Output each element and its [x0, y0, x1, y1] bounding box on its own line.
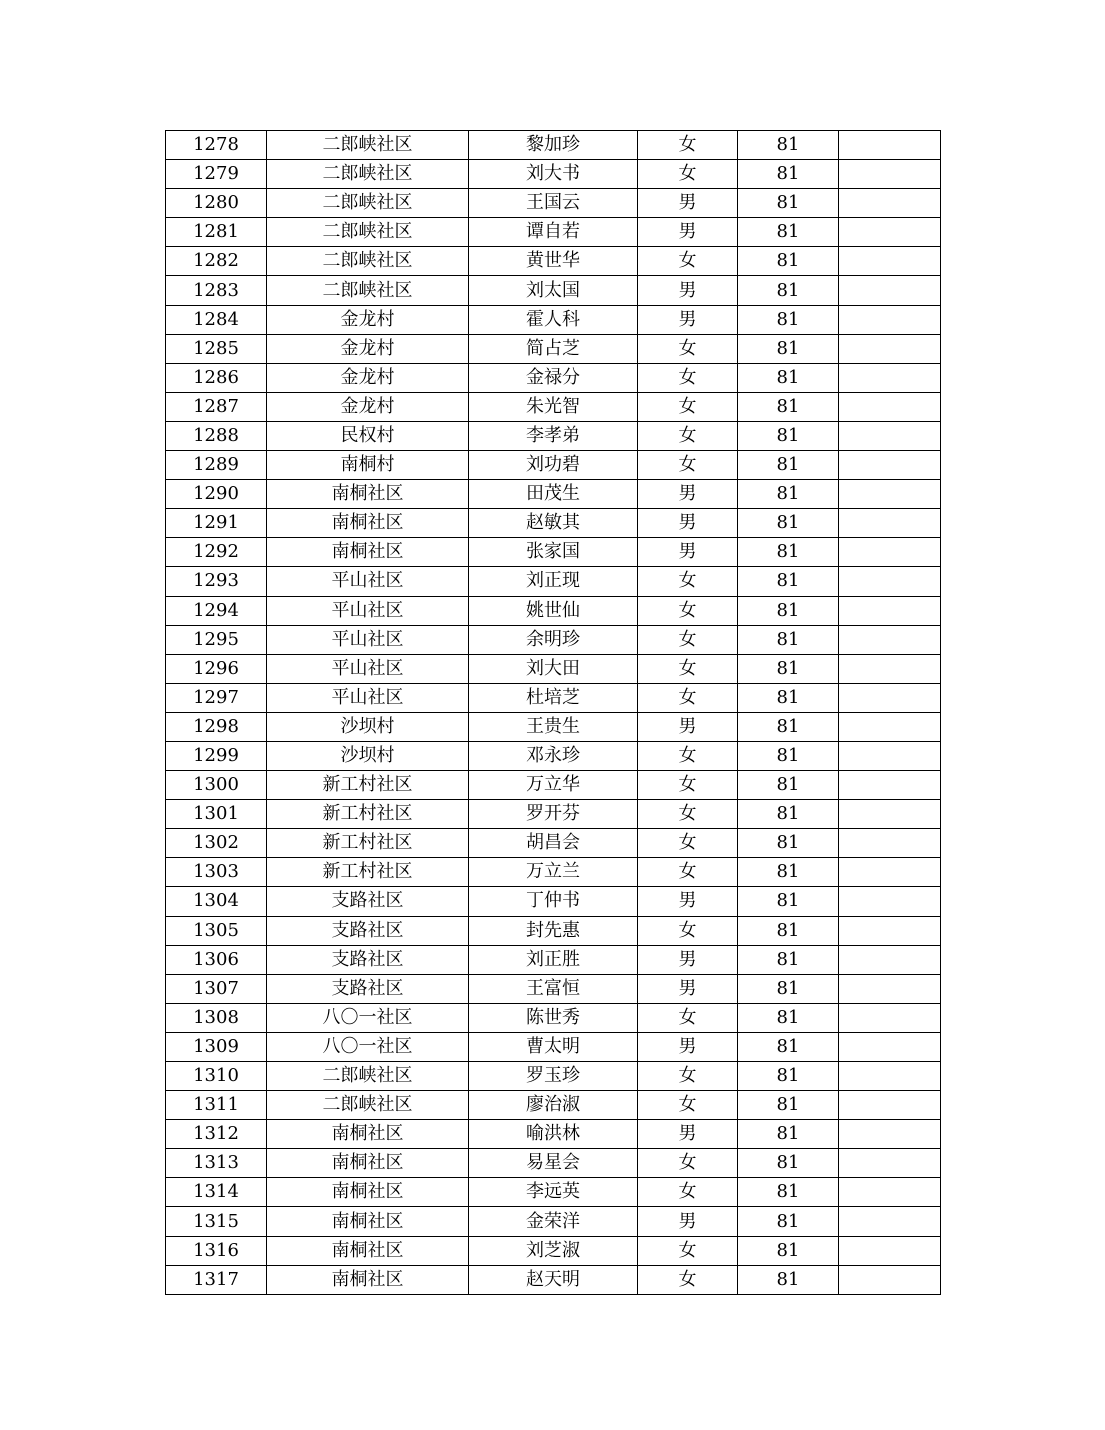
name-cell: 万立兰 — [469, 858, 638, 887]
note-cell — [839, 392, 941, 421]
name-cell: 刘大田 — [469, 654, 638, 683]
note-cell — [839, 334, 941, 363]
age-cell: 81 — [738, 596, 839, 625]
row-number-cell: 1288 — [166, 421, 267, 450]
community-cell: 南桐社区 — [267, 1265, 469, 1294]
community-cell: 二郎峡社区 — [267, 247, 469, 276]
table-row — [166, 218, 941, 247]
gender-cell: 女 — [638, 683, 738, 712]
note-cell — [839, 1207, 941, 1236]
gender-cell: 男 — [638, 305, 738, 334]
table-row — [166, 1265, 941, 1294]
table-row — [166, 974, 941, 1003]
gender-cell: 女 — [638, 1091, 738, 1120]
age-cell: 81 — [738, 858, 839, 887]
note-cell — [839, 1091, 941, 1120]
community-cell: 南桐社区 — [267, 1149, 469, 1178]
community-cell: 南桐社区 — [267, 1120, 469, 1149]
note-cell — [839, 771, 941, 800]
table-row — [166, 1003, 941, 1032]
name-cell: 王国云 — [469, 189, 638, 218]
row-number-cell: 1297 — [166, 683, 267, 712]
community-cell: 金龙村 — [267, 392, 469, 421]
community-cell: 平山社区 — [267, 596, 469, 625]
note-cell — [839, 945, 941, 974]
community-cell: 支路社区 — [267, 916, 469, 945]
table-row — [166, 1032, 941, 1061]
table-row — [166, 625, 941, 654]
name-cell: 赵天明 — [469, 1265, 638, 1294]
community-cell: 新工村社区 — [267, 800, 469, 829]
age-cell: 81 — [738, 276, 839, 305]
row-number-cell: 1307 — [166, 974, 267, 1003]
table-row — [166, 392, 941, 421]
table-row — [166, 567, 941, 596]
gender-cell: 男 — [638, 974, 738, 1003]
community-cell: 平山社区 — [267, 567, 469, 596]
community-cell: 南桐社区 — [267, 1178, 469, 1207]
community-cell: 二郎峡社区 — [267, 131, 469, 160]
table-row — [166, 800, 941, 829]
note-cell — [839, 363, 941, 392]
table-row — [166, 1120, 941, 1149]
community-cell: 二郎峡社区 — [267, 189, 469, 218]
name-cell: 李孝弟 — [469, 421, 638, 450]
age-cell: 81 — [738, 800, 839, 829]
age-cell: 81 — [738, 1236, 839, 1265]
note-cell — [839, 1032, 941, 1061]
name-cell: 陈世秀 — [469, 1003, 638, 1032]
age-cell: 81 — [738, 392, 839, 421]
row-number-cell: 1281 — [166, 218, 267, 247]
row-number-cell: 1285 — [166, 334, 267, 363]
table-row — [166, 480, 941, 509]
note-cell — [839, 1149, 941, 1178]
row-number-cell: 1292 — [166, 538, 267, 567]
name-cell: 刘正胜 — [469, 945, 638, 974]
note-cell — [839, 509, 941, 538]
name-cell: 张家国 — [469, 538, 638, 567]
table-row — [166, 451, 941, 480]
age-cell: 81 — [738, 1207, 839, 1236]
community-cell: 金龙村 — [267, 334, 469, 363]
age-cell: 81 — [738, 247, 839, 276]
note-cell — [839, 567, 941, 596]
gender-cell: 男 — [638, 887, 738, 916]
name-cell: 朱光智 — [469, 392, 638, 421]
age-cell: 81 — [738, 509, 839, 538]
gender-cell: 女 — [638, 654, 738, 683]
age-cell: 81 — [738, 683, 839, 712]
row-number-cell: 1283 — [166, 276, 267, 305]
table-row — [166, 741, 941, 770]
name-cell: 黄世华 — [469, 247, 638, 276]
community-cell: 沙坝村 — [267, 741, 469, 770]
gender-cell: 女 — [638, 1236, 738, 1265]
name-cell: 谭自若 — [469, 218, 638, 247]
community-cell: 南桐社区 — [267, 538, 469, 567]
gender-cell: 男 — [638, 1120, 738, 1149]
community-cell: 新工村社区 — [267, 858, 469, 887]
table-row — [166, 683, 941, 712]
row-number-cell: 1299 — [166, 741, 267, 770]
name-cell: 邓永珍 — [469, 741, 638, 770]
gender-cell: 女 — [638, 247, 738, 276]
name-cell: 罗玉珍 — [469, 1062, 638, 1091]
age-cell: 81 — [738, 567, 839, 596]
gender-cell: 女 — [638, 567, 738, 596]
age-cell: 81 — [738, 945, 839, 974]
community-cell: 金龙村 — [267, 305, 469, 334]
name-cell: 封先惠 — [469, 916, 638, 945]
name-cell: 霍人科 — [469, 305, 638, 334]
name-cell: 李远英 — [469, 1178, 638, 1207]
row-number-cell: 1317 — [166, 1265, 267, 1294]
name-cell: 金禄分 — [469, 363, 638, 392]
row-number-cell: 1304 — [166, 887, 267, 916]
roster-table — [165, 130, 941, 1295]
row-number-cell: 1311 — [166, 1091, 267, 1120]
gender-cell: 男 — [638, 480, 738, 509]
gender-cell: 男 — [638, 538, 738, 567]
row-number-cell: 1305 — [166, 916, 267, 945]
gender-cell: 女 — [638, 392, 738, 421]
note-cell — [839, 829, 941, 858]
gender-cell: 女 — [638, 421, 738, 450]
gender-cell: 女 — [638, 451, 738, 480]
gender-cell: 男 — [638, 276, 738, 305]
gender-cell: 男 — [638, 712, 738, 741]
note-cell — [839, 247, 941, 276]
name-cell: 喻洪林 — [469, 1120, 638, 1149]
gender-cell: 女 — [638, 625, 738, 654]
community-cell: 新工村社区 — [267, 829, 469, 858]
row-number-cell: 1287 — [166, 392, 267, 421]
note-cell — [839, 974, 941, 1003]
note-cell — [839, 1120, 941, 1149]
gender-cell: 男 — [638, 509, 738, 538]
table-row — [166, 509, 941, 538]
table-row — [166, 596, 941, 625]
row-number-cell: 1302 — [166, 829, 267, 858]
name-cell: 丁仲书 — [469, 887, 638, 916]
note-cell — [839, 1178, 941, 1207]
community-cell: 民权村 — [267, 421, 469, 450]
note-cell — [839, 1236, 941, 1265]
gender-cell: 女 — [638, 160, 738, 189]
gender-cell: 女 — [638, 916, 738, 945]
row-number-cell: 1308 — [166, 1003, 267, 1032]
row-number-cell: 1279 — [166, 160, 267, 189]
table-row — [166, 131, 941, 160]
note-cell — [839, 858, 941, 887]
roster-table-body — [166, 131, 941, 1295]
gender-cell: 女 — [638, 596, 738, 625]
note-cell — [839, 683, 941, 712]
community-cell: 南桐社区 — [267, 1236, 469, 1265]
community-cell: 二郎峡社区 — [267, 1091, 469, 1120]
gender-cell: 女 — [638, 1062, 738, 1091]
note-cell — [839, 625, 941, 654]
name-cell: 刘功碧 — [469, 451, 638, 480]
age-cell: 81 — [738, 451, 839, 480]
note-cell — [839, 654, 941, 683]
table-row — [166, 1207, 941, 1236]
age-cell: 81 — [738, 480, 839, 509]
community-cell: 二郎峡社区 — [267, 276, 469, 305]
age-cell: 81 — [738, 887, 839, 916]
age-cell: 81 — [738, 334, 839, 363]
gender-cell: 男 — [638, 1207, 738, 1236]
note-cell — [839, 1003, 941, 1032]
community-cell: 二郎峡社区 — [267, 160, 469, 189]
note-cell — [839, 538, 941, 567]
table-row — [166, 1091, 941, 1120]
gender-cell: 男 — [638, 945, 738, 974]
age-cell: 81 — [738, 1149, 839, 1178]
table-row — [166, 189, 941, 218]
gender-cell: 女 — [638, 858, 738, 887]
note-cell — [839, 421, 941, 450]
row-number-cell: 1286 — [166, 363, 267, 392]
gender-cell: 女 — [638, 771, 738, 800]
note-cell — [839, 1265, 941, 1294]
table-row — [166, 1236, 941, 1265]
row-number-cell: 1284 — [166, 305, 267, 334]
row-number-cell: 1300 — [166, 771, 267, 800]
age-cell: 81 — [738, 1091, 839, 1120]
note-cell — [839, 741, 941, 770]
table-row — [166, 858, 941, 887]
row-number-cell: 1296 — [166, 654, 267, 683]
note-cell — [839, 451, 941, 480]
community-cell: 二郎峡社区 — [267, 1062, 469, 1091]
note-cell — [839, 1062, 941, 1091]
table-row — [166, 276, 941, 305]
name-cell: 刘大书 — [469, 160, 638, 189]
community-cell: 支路社区 — [267, 974, 469, 1003]
name-cell: 金荣洋 — [469, 1207, 638, 1236]
table-row — [166, 654, 941, 683]
gender-cell: 女 — [638, 1149, 738, 1178]
name-cell: 杜培芝 — [469, 683, 638, 712]
age-cell: 81 — [738, 741, 839, 770]
table-row — [166, 421, 941, 450]
name-cell: 余明珍 — [469, 625, 638, 654]
note-cell — [839, 887, 941, 916]
table-row — [166, 538, 941, 567]
age-cell: 81 — [738, 218, 839, 247]
age-cell: 81 — [738, 421, 839, 450]
table-row — [166, 1178, 941, 1207]
age-cell: 81 — [738, 305, 839, 334]
age-cell: 81 — [738, 771, 839, 800]
gender-cell: 女 — [638, 1003, 738, 1032]
table-row — [166, 945, 941, 974]
name-cell: 罗开芬 — [469, 800, 638, 829]
name-cell: 刘芝淑 — [469, 1236, 638, 1265]
table-row — [166, 916, 941, 945]
row-number-cell: 1316 — [166, 1236, 267, 1265]
gender-cell: 女 — [638, 829, 738, 858]
name-cell: 姚世仙 — [469, 596, 638, 625]
table-row — [166, 771, 941, 800]
row-number-cell: 1291 — [166, 509, 267, 538]
age-cell: 81 — [738, 1120, 839, 1149]
row-number-cell: 1314 — [166, 1178, 267, 1207]
row-number-cell: 1280 — [166, 189, 267, 218]
community-cell: 南桐社区 — [267, 1207, 469, 1236]
table-row — [166, 305, 941, 334]
name-cell: 田茂生 — [469, 480, 638, 509]
gender-cell: 女 — [638, 741, 738, 770]
note-cell — [839, 800, 941, 829]
age-cell: 81 — [738, 1032, 839, 1061]
age-cell: 81 — [738, 160, 839, 189]
note-cell — [839, 305, 941, 334]
community-cell: 支路社区 — [267, 945, 469, 974]
row-number-cell: 1315 — [166, 1207, 267, 1236]
table-row — [166, 160, 941, 189]
row-number-cell: 1301 — [166, 800, 267, 829]
name-cell: 王贵生 — [469, 712, 638, 741]
row-number-cell: 1310 — [166, 1062, 267, 1091]
table-row — [166, 712, 941, 741]
gender-cell: 男 — [638, 189, 738, 218]
row-number-cell: 1303 — [166, 858, 267, 887]
row-number-cell: 1298 — [166, 712, 267, 741]
community-cell: 平山社区 — [267, 625, 469, 654]
table-row — [166, 829, 941, 858]
note-cell — [839, 712, 941, 741]
note-cell — [839, 218, 941, 247]
age-cell: 81 — [738, 131, 839, 160]
age-cell: 81 — [738, 363, 839, 392]
name-cell: 简占芝 — [469, 334, 638, 363]
age-cell: 81 — [738, 974, 839, 1003]
age-cell: 81 — [738, 916, 839, 945]
age-cell: 81 — [738, 625, 839, 654]
note-cell — [839, 160, 941, 189]
row-number-cell: 1293 — [166, 567, 267, 596]
row-number-cell: 1278 — [166, 131, 267, 160]
name-cell: 易星会 — [469, 1149, 638, 1178]
gender-cell: 女 — [638, 363, 738, 392]
gender-cell: 女 — [638, 1178, 738, 1207]
row-number-cell: 1295 — [166, 625, 267, 654]
gender-cell: 女 — [638, 1265, 738, 1294]
name-cell: 刘太国 — [469, 276, 638, 305]
row-number-cell: 1306 — [166, 945, 267, 974]
gender-cell: 男 — [638, 1032, 738, 1061]
table-row — [166, 1062, 941, 1091]
table-row — [166, 887, 941, 916]
gender-cell: 女 — [638, 131, 738, 160]
name-cell: 刘正现 — [469, 567, 638, 596]
note-cell — [839, 916, 941, 945]
row-number-cell: 1312 — [166, 1120, 267, 1149]
age-cell: 81 — [738, 1062, 839, 1091]
community-cell: 新工村社区 — [267, 771, 469, 800]
row-number-cell: 1282 — [166, 247, 267, 276]
community-cell: 支路社区 — [267, 887, 469, 916]
community-cell: 南桐社区 — [267, 480, 469, 509]
gender-cell: 女 — [638, 334, 738, 363]
name-cell: 赵敏其 — [469, 509, 638, 538]
age-cell: 81 — [738, 654, 839, 683]
name-cell: 廖治淑 — [469, 1091, 638, 1120]
note-cell — [839, 189, 941, 218]
name-cell: 胡昌会 — [469, 829, 638, 858]
age-cell: 81 — [738, 189, 839, 218]
community-cell: 八〇一社区 — [267, 1003, 469, 1032]
name-cell: 黎加珍 — [469, 131, 638, 160]
gender-cell: 女 — [638, 800, 738, 829]
age-cell: 81 — [738, 538, 839, 567]
note-cell — [839, 596, 941, 625]
community-cell: 八〇一社区 — [267, 1032, 469, 1061]
age-cell: 81 — [738, 712, 839, 741]
community-cell: 沙坝村 — [267, 712, 469, 741]
age-cell: 81 — [738, 1265, 839, 1294]
age-cell: 81 — [738, 1003, 839, 1032]
row-number-cell: 1313 — [166, 1149, 267, 1178]
table-row — [166, 247, 941, 276]
name-cell: 曹太明 — [469, 1032, 638, 1061]
community-cell: 金龙村 — [267, 363, 469, 392]
age-cell: 81 — [738, 829, 839, 858]
name-cell: 王富恒 — [469, 974, 638, 1003]
community-cell: 二郎峡社区 — [267, 218, 469, 247]
community-cell: 南桐村 — [267, 451, 469, 480]
row-number-cell: 1290 — [166, 480, 267, 509]
note-cell — [839, 276, 941, 305]
name-cell: 万立华 — [469, 771, 638, 800]
note-cell — [839, 480, 941, 509]
age-cell: 81 — [738, 1178, 839, 1207]
row-number-cell: 1289 — [166, 451, 267, 480]
table-row — [166, 1149, 941, 1178]
table-row — [166, 334, 941, 363]
row-number-cell: 1294 — [166, 596, 267, 625]
community-cell: 平山社区 — [267, 683, 469, 712]
community-cell: 南桐社区 — [267, 509, 469, 538]
gender-cell: 男 — [638, 218, 738, 247]
note-cell — [839, 131, 941, 160]
row-number-cell: 1309 — [166, 1032, 267, 1061]
table-row — [166, 363, 941, 392]
community-cell: 平山社区 — [267, 654, 469, 683]
